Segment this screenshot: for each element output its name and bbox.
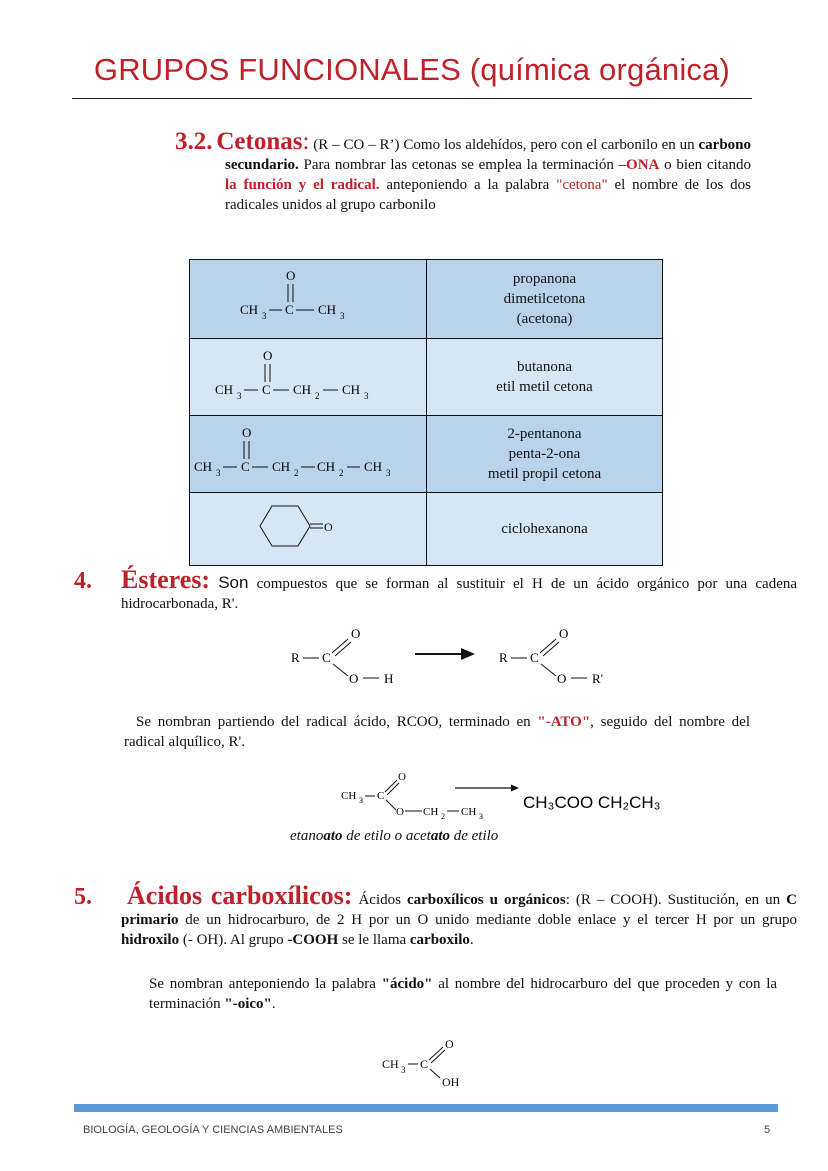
caption-text: de etilo <box>453 828 499 844</box>
formula-cell <box>190 493 427 566</box>
atom-label: CH <box>382 1057 399 1071</box>
atom-label: H <box>384 671 394 686</box>
section-heading: Ácidos carboxílicos: <box>127 881 353 910</box>
compound-name: dimetilcetona <box>503 291 586 307</box>
compound-name: (acetona) <box>516 311 573 327</box>
heading-colon: : <box>302 128 310 155</box>
atom-label: O <box>242 425 252 440</box>
text: , seguido del nombre del radical alquílico, R'. <box>124 714 751 750</box>
atom-label: CH <box>293 382 312 397</box>
formula-cell <box>190 260 427 339</box>
atom-label: CH <box>240 302 259 317</box>
atom-label: CH <box>317 459 336 474</box>
caption-text: etano <box>290 828 324 844</box>
atom-label: CH <box>318 302 337 317</box>
subscript: 3 <box>237 391 242 401</box>
compound-name: propanona <box>512 271 577 287</box>
text: al nombre del hidrocarburo del que proceden y con la terminación <box>149 976 778 1012</box>
name-cell <box>427 260 663 339</box>
butanone-structure <box>190 339 426 409</box>
text: Ácidos <box>358 892 401 908</box>
section-number: 4. <box>74 568 92 594</box>
atom-label: C <box>322 650 331 665</box>
page-number: 5 <box>764 1124 771 1136</box>
atom-label: C <box>262 382 271 397</box>
table-row <box>190 339 663 416</box>
atom-label: CH <box>215 382 234 397</box>
text: Son <box>218 573 249 592</box>
atom-label: O <box>445 1037 454 1051</box>
table-row <box>190 493 663 566</box>
text: o bien citando <box>664 157 752 173</box>
atom-label: O <box>286 268 296 283</box>
subscript: 3 <box>364 391 369 401</box>
atom-label: O <box>263 348 273 363</box>
text-highlight: la función y el radical. <box>225 177 380 193</box>
section-4 <box>74 565 798 614</box>
text: . <box>271 996 276 1012</box>
subscript: 3 <box>262 311 267 321</box>
text-bold: carbono secundario. <box>225 137 751 173</box>
atom-label: R <box>291 650 300 665</box>
condensed-formula: CH₃COO CH₂CH₃ <box>523 793 661 812</box>
section-heading: Cetonas <box>216 128 303 155</box>
footer-bar <box>74 1104 778 1112</box>
atom-label: CH <box>461 806 477 818</box>
text: Para nombrar las cetonas se emplea la terminación <box>303 157 614 173</box>
subscript: 3 <box>359 796 363 805</box>
atom-label: O <box>349 671 359 686</box>
atom-label: O <box>557 671 567 686</box>
text-bold: "ácido" <box>381 976 433 992</box>
atom-label: C <box>377 790 385 802</box>
atom-label: OH <box>442 1075 460 1089</box>
text: de un hidrocarburo, de 2 H por un O unido mediante doble enlace y el tercer H por un grupo <box>185 912 797 928</box>
text-bold: carboxilo <box>409 932 470 948</box>
atom-label: O <box>559 626 569 641</box>
subscript: 3 <box>340 311 345 321</box>
pentanone-structure <box>190 416 426 486</box>
text-highlight: "-ATO" <box>537 714 591 730</box>
ketones-table <box>189 259 663 566</box>
atom-label: R <box>499 650 508 665</box>
propanone-structure <box>190 260 426 332</box>
subscript: 2 <box>315 391 320 401</box>
subscript: 3 <box>216 468 221 478</box>
text: se le llama <box>342 932 407 948</box>
compound-name: penta-2-ona <box>508 446 581 462</box>
section-3-2 <box>175 128 752 215</box>
ester-caption <box>290 828 498 845</box>
text: compuestos que se forman al sustituir el H de un ácido orgánico por una cadena hidrocarbonada, R'. <box>121 576 798 612</box>
ethanoic-acid-diagram <box>378 1034 488 1094</box>
subscript: 2 <box>441 812 445 821</box>
text-bold: "-oico" <box>224 996 272 1012</box>
compound-name: butanona <box>517 359 572 375</box>
subscript: 3 <box>386 468 391 478</box>
atom-label: CH <box>272 459 291 474</box>
cyclohexanone-structure <box>190 493 426 559</box>
caption-bold: ato <box>430 828 450 844</box>
text-highlight: –ONA <box>618 157 660 173</box>
atom-label: CH <box>423 806 439 818</box>
atom-label: CH <box>342 382 361 397</box>
text: (R – CO – R’) Como los aldehídos, pero con el carbonilo en un <box>313 137 695 153</box>
text: anteponiendo a la palabra <box>386 177 550 193</box>
text: : (R – COOH). Sustitución, en un <box>565 892 781 908</box>
title-divider <box>72 98 752 99</box>
subscript: 3 <box>479 812 483 821</box>
compound-name: metil propil cetona <box>487 466 602 482</box>
text: . <box>469 932 474 948</box>
section-5 <box>74 881 798 950</box>
atom-label: C <box>285 302 294 317</box>
name-cell <box>427 493 663 566</box>
text: el nombre de los dos radicales unidos al grupo carbonilo <box>225 177 752 213</box>
text: Se nombran anteponiendo la palabra <box>149 976 376 992</box>
text-bold: hidroxilo <box>121 932 180 948</box>
formula-cell <box>190 339 427 416</box>
atom-label: R' <box>592 671 604 686</box>
section-heading: Ésteres: <box>121 565 211 594</box>
table-row <box>190 416 663 493</box>
name-cell <box>427 339 663 416</box>
text: (- OH). Al grupo <box>182 932 284 948</box>
caption-bold: ato <box>323 828 343 844</box>
atom-label: CH <box>194 459 213 474</box>
caption-text: de etilo o acet <box>346 828 431 844</box>
ester-naming-paragraph <box>124 712 750 752</box>
footer-subject: BIOLOGÍA, GEOLOGÍA Y CIENCIAS AMBIENTALES <box>83 1124 343 1136</box>
subscript: 3 <box>401 1065 406 1075</box>
ester-formation-diagram <box>285 622 625 694</box>
name-cell <box>427 416 663 493</box>
subscript: 2 <box>294 468 299 478</box>
ethyl-ethanoate-diagram <box>335 768 685 824</box>
atom-label: O <box>398 771 406 783</box>
section-number: 5. <box>74 884 92 910</box>
text-bold: carboxílicos u orgánicos <box>406 892 566 908</box>
ketones-paragraph <box>175 128 752 215</box>
compound-name: 2-pentanona <box>507 426 582 442</box>
text-bold: C primario <box>121 892 798 928</box>
table-row <box>190 260 663 339</box>
section-number: 3.2. <box>175 128 213 155</box>
atom-label: O <box>324 520 333 534</box>
text-bold: -COOH <box>287 932 339 948</box>
compound-name: ciclohexanona <box>501 521 588 537</box>
page-title: GRUPOS FUNCIONALES (química orgánica) <box>93 52 731 87</box>
atom-label: CH <box>341 790 357 802</box>
atom-label: C <box>530 650 539 665</box>
compound-name: etil metil cetona <box>496 379 593 395</box>
atom-label: O <box>351 626 361 641</box>
acid-naming-paragraph <box>149 974 777 1014</box>
atom-label: C <box>241 459 250 474</box>
formula-cell <box>190 416 427 493</box>
atom-label: C <box>420 1057 429 1071</box>
atom-label: CH <box>364 459 383 474</box>
text: Se nombran partiendo del radical ácido, RCOO, terminado en <box>136 714 531 730</box>
atom-label: O <box>396 806 404 818</box>
text-highlight: "cetona" <box>556 177 608 193</box>
subscript: 2 <box>339 468 344 478</box>
